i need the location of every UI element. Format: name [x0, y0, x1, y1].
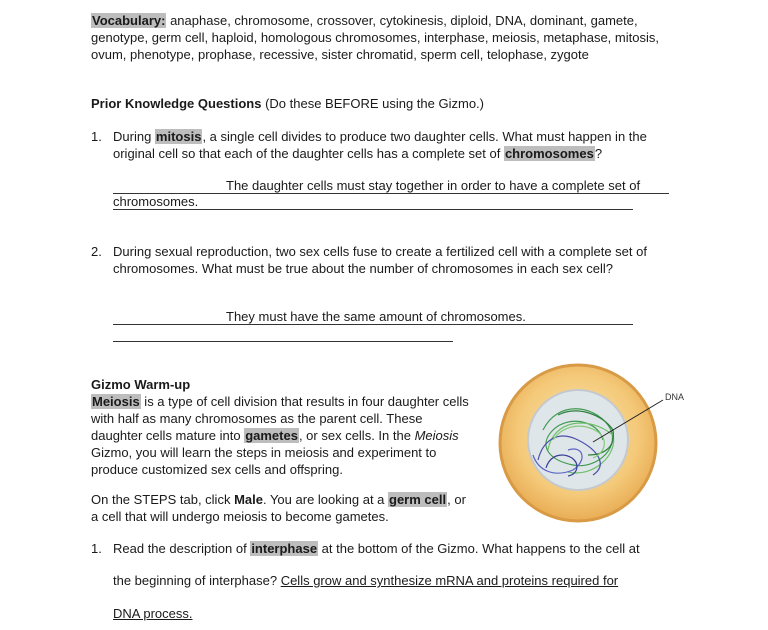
- highlight-gametes: gametes: [245, 428, 298, 443]
- prior-knowledge-heading: [91, 95, 484, 112]
- prior-knowledge-title: Prior Knowledge Questions: [91, 96, 262, 111]
- answer-underline: [113, 324, 633, 325]
- question-3-line3: [113, 606, 192, 622]
- vocabulary-terms: anaphase, chromosome, crossover, cytokinesis, diploid, DNA, dominant, gamete, genotype, germ cell, haploid, homologous chromosomes, interphase, meiosis, metaphase, mitosis, ovum, phenotype, prophase, recessive, sister chromatid, sperm cell, telophase, zygote: [91, 13, 659, 62]
- question-1: [91, 128, 691, 162]
- question-number: 1.: [91, 541, 102, 556]
- highlight-chromosomes: chromosomes: [504, 146, 594, 161]
- question-3-line2: the beginning of interphase? Cells grow and synthesize mRNA and proteins required for: [113, 573, 619, 588]
- answer-1-line1[interactable]: The daughter cells must stay together in order to have a complete set of: [226, 178, 641, 193]
- question-text: During mitosis, a single cell divides to produce two daughter cells. What must happen in the original cell so that each of the daughter cells has a complete set of chromosomes?: [113, 129, 647, 161]
- warmup-title: Gizmo Warm-up: [91, 377, 191, 392]
- gizmo-warmup: [91, 376, 471, 478]
- answer-underline: [113, 209, 633, 210]
- answer-3-cont[interactable]: DNA process.: [113, 606, 193, 621]
- prior-knowledge-subtitle: (Do these BEFORE using the Gizmo.): [261, 96, 484, 111]
- germ-cell-figure: [498, 360, 698, 530]
- highlight-meiosis: Meiosis: [92, 394, 140, 409]
- question-3: [91, 540, 691, 557]
- vocabulary-label: Vocabulary:: [92, 13, 166, 28]
- vocabulary-section: [91, 12, 691, 63]
- question-number: 1.: [91, 129, 102, 144]
- warmup-text: Meiosis is a type of cell division that results in four daughter cells with half as many chromosomes as the parent cell. These daughter cells mature into gametes, or sex cells. In the Meiosis Gizmo, you will learn the steps in meiosis and experiment to produce customized sex cells and offspring.: [91, 394, 469, 477]
- dna-label: DNA: [665, 392, 685, 402]
- answer-1-line2[interactable]: chromosomes.: [113, 194, 199, 209]
- highlight-interphase: interphase: [251, 541, 318, 556]
- question-2: [91, 243, 691, 277]
- male-label: Male: [234, 492, 263, 507]
- answer-2[interactable]: They must have the same amount of chromosomes.: [226, 309, 526, 324]
- highlight-mitosis: mitosis: [155, 129, 202, 144]
- cell-illustration: [498, 360, 698, 530]
- question-text: Read the description of interphase at the bottom of the Gizmo. What happens to the cell at: [113, 541, 640, 556]
- highlight-germ-cell: germ cell: [389, 492, 447, 507]
- question-text: During sexual reproduction, two sex cells fuse to create a fertilized cell with a complete set of chromosomes. What must be true about the number of chromosomes in each sex cell?: [113, 244, 647, 276]
- steps-instruction: On the STEPS tab, click Male. You are looking at a germ cell, or a cell that will undergo meiosis to become gametes.: [91, 492, 466, 524]
- answer-3[interactable]: Cells grow and synthesize mRNA and proteins required for: [280, 573, 619, 588]
- question-number: 2.: [91, 244, 102, 259]
- answer-underline: [113, 341, 453, 342]
